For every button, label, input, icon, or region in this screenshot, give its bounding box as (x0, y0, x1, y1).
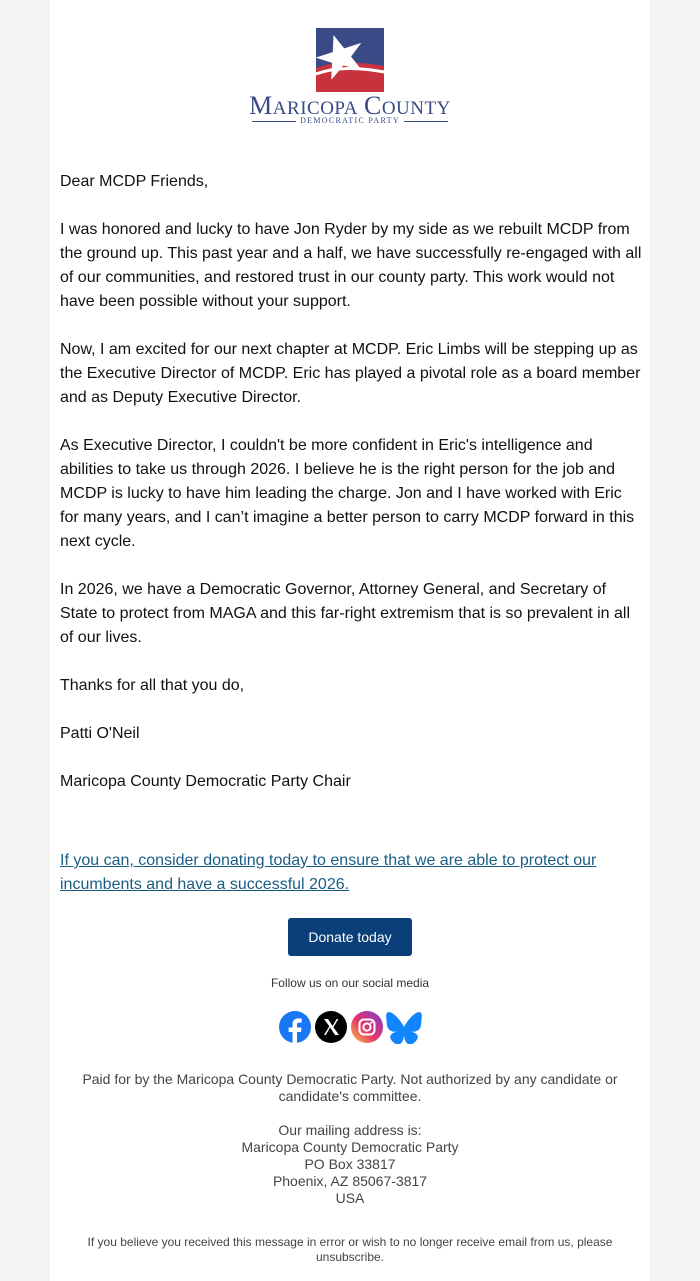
donate-cta (60, 849, 642, 897)
address-line: PO Box 33817 (304, 1156, 396, 1172)
signature: Patti O'Neil (60, 725, 140, 742)
party-logo (50, 0, 650, 135)
signature-title: Maricopa County Democratic Party Chair (60, 773, 351, 790)
paragraph: I was honored and lucky to have Jon Ryder by my side as we rebuilt MCDP from the ground up. This past year and a half, we have successfully re-engaged with all of our communities, and restored trust in our county party. This work would not have been possible without your support. (60, 221, 642, 310)
social-heading: Follow us on our social media (270, 976, 430, 990)
donate-link[interactable]: If you can, consider donating today to ensure that we are able to protect our incumbents and have a successful 2026. (60, 852, 597, 893)
address-line: Phoenix, AZ 85067-3817 (272, 1173, 428, 1189)
instagram-icon[interactable] (350, 1010, 384, 1044)
unsubscribe-notice[interactable]: If you believe you received this message in error or wish to no longer receive email from us, please unsubscribe. (87, 1235, 613, 1264)
bluesky-icon[interactable] (386, 1010, 420, 1044)
logo-subtitle: DEMOCRATIC PARTY (252, 116, 448, 126)
paragraph: As Executive Director, I couldn't be more confident in Eric's intelligence and abilities to take us through 2026. I believe he is the right person for the job and MCDP is lucky to have him leading the charge. Jon and I have worked with Eric for many years, and I can’t imagine a better person to carry MCDP forward in this next cycle. (60, 437, 635, 550)
facebook-icon[interactable] (278, 1010, 312, 1044)
donate-button[interactable]: Donate today (288, 918, 412, 956)
social-links (278, 1010, 422, 1044)
logo-wordmark: MARICOPA COUNTY (249, 91, 451, 120)
address-line: USA (335, 1190, 365, 1206)
star-logo-icon (316, 28, 384, 92)
x-icon[interactable] (314, 1010, 348, 1044)
paragraph: Now, I am excited for our next chapter at MCDP. Eric Limbs will be stepping up as the Executive Director of MCDP. Eric has played a pivotal role as a board member and as Deputy Executive Director. (60, 341, 641, 406)
paid-for-disclaimer: Paid for by the Maricopa County Democratic Party. Not authorized by any candidate or candidate's committee. (82, 1071, 618, 1104)
paragraph: In 2026, we have a Democratic Governor, Attorney General, and Secretary of State to protect from MAGA and this far-right extremism that is so prevalent in all of our lives. (60, 581, 631, 646)
email-body (50, 0, 650, 1281)
closing: Thanks for all that you do, (60, 677, 245, 694)
greeting: Dear MCDP Friends, (60, 173, 209, 190)
mailing-label: Our mailing address is: (278, 1122, 422, 1138)
footer (70, 1071, 630, 1207)
letter-body (60, 170, 642, 818)
address-line: Maricopa County Democratic Party (241, 1139, 459, 1155)
